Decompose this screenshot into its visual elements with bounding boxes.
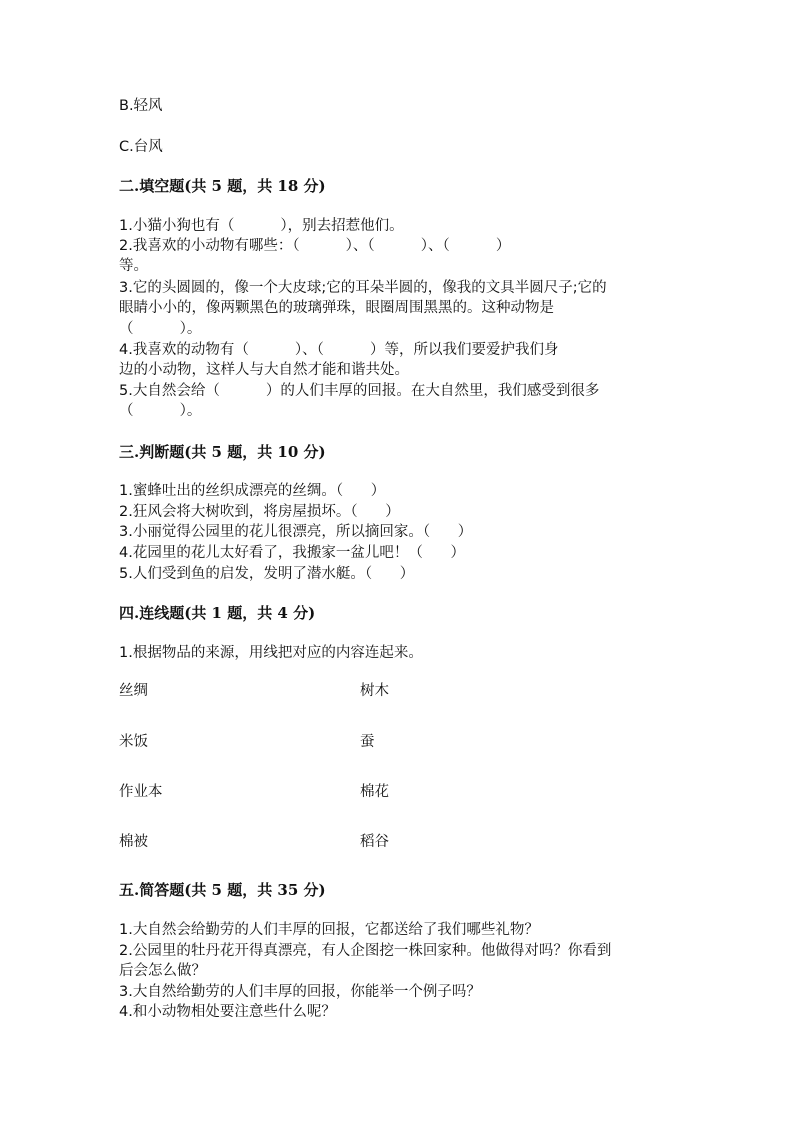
match-left-item: 丝绸 [119,683,148,699]
true-false-item: 3.小丽觉得公园里的花儿很漂亮，所以摘回家。（ ） [119,524,473,540]
section-title-matching: 四.连线题(共 1 题，共 4 分) [119,604,316,622]
fill-blank-line: 边的小动物，这样人与大自然才能和谐共处。 [119,362,409,378]
true-false-item: 1.蜜蜂吐出的丝织成漂亮的丝绸。（ ） [119,483,386,499]
fill-blank-line: 眼睛小小的，像两颗黑色的玻璃弹珠，眼圈周围黑黑的。这种动物是 [119,300,554,316]
true-false-item: 2.狂风会将大树吹到，将房屋损坏。（ ） [119,504,400,520]
match-left-item: 米饭 [119,734,148,750]
short-answer-line: 3.大自然给勤劳的人们丰厚的回报，你能举一个例子吗？ [119,984,481,1000]
match-left-item: 作业本 [119,784,163,800]
short-answer-line: 后会怎么做？ [119,963,206,979]
short-answer-line: 4.和小动物相处要注意些什么呢？ [119,1004,336,1020]
match-right-item: 棉花 [360,784,389,800]
short-answer-line: 1.大自然会给勤劳的人们丰厚的回报，它都送给了我们哪些礼物？ [119,922,539,938]
fill-blank-line: （ ）。 [119,321,202,337]
fill-blank-line: （ ）。 [119,403,202,419]
fill-blank-line: 3.它的头圆圆的，像一个大皮球;它的耳朵半圆的，像我的文具半圆尺子;它的 [119,280,607,296]
section-title-fill-blank: 二.填空题(共 5 题，共 18 分) [119,177,326,195]
option-c: C.台风 [119,139,163,155]
short-answer-line: 2.公园里的牡丹花开得真漂亮，有人企图挖一株回家种。他做得对吗？你看到 [119,943,612,959]
fill-blank-line: 5.大自然会给（ ）的人们丰厚的回报。在大自然里，我们感受到很多 [119,383,600,399]
match-right-item: 稻谷 [360,834,389,850]
matching-question: 1.根据物品的来源，用线把对应的内容连起来。 [119,645,423,661]
match-left-item: 棉被 [119,834,148,850]
match-right-item: 蚕 [360,734,375,750]
section-title-short-answer: 五.简答题(共 5 题，共 35 分) [119,881,326,899]
fill-blank-line: 2.我喜欢的小动物有哪些：（ ）、（ ）、（ ） [119,238,511,254]
true-false-item: 4.花园里的花儿太好看了，我搬家一盆儿吧！（ ） [119,545,465,561]
section-title-true-false: 三.判断题(共 5 题，共 10 分) [119,443,326,461]
fill-blank-line: 1.小猫小狗也有（ ），别去招惹他们。 [119,218,404,234]
fill-blank-line: 4.我喜欢的动物有（ ）、（ ）等，所以我们要爱护我们身 [119,342,559,358]
fill-blank-line: 等。 [119,258,148,274]
true-false-item: 5.人们受到鱼的启发，发明了潜水艇。（ ） [119,566,415,582]
match-right-item: 树木 [360,683,389,699]
option-b: B.轻风 [119,98,163,114]
